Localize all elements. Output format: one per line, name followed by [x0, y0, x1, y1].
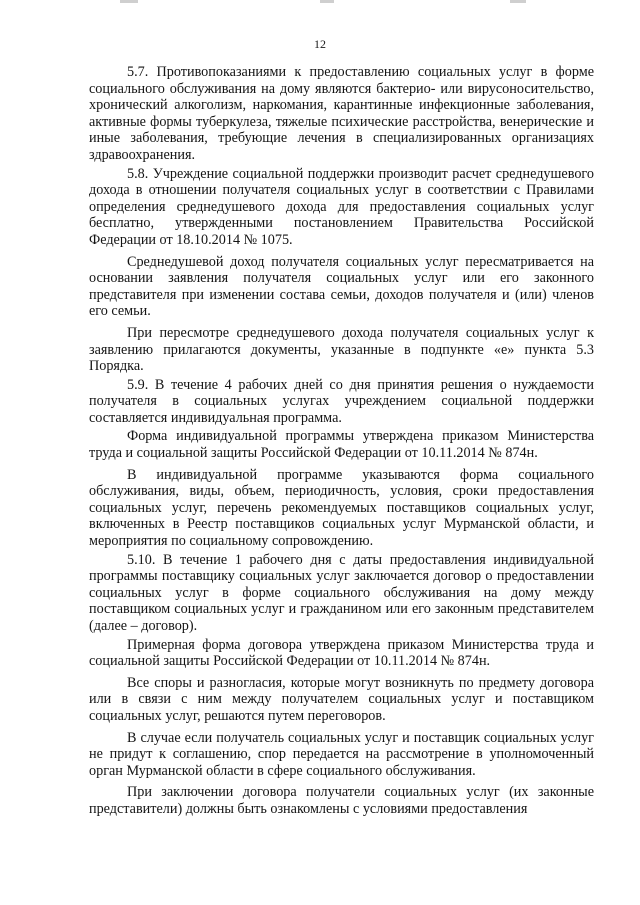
- paragraph: Форма индивидуальной программы утверждена приказом Министерства труда и социальной защиты Российской Федерации от 10.11.2014 № 874н.: [89, 428, 594, 462]
- paragraph: В случае если получатель социальных услуг и поставщик социальных услуг не придут к соглашению, спор передается на рассмотрение в уполномоченный орган Мурманской области в сфере социального обслуживания.: [89, 729, 594, 779]
- page-number: 12: [314, 37, 326, 51]
- scan-edge-mark: [320, 0, 334, 3]
- paragraph: Примерная форма договора утверждена приказом Министерства труда и социальной защиты Российской Федерации от 10.11.2014 № 874н.: [89, 636, 594, 670]
- paragraph: При заключении договора получатели социальных услуг (их законные представители) должны быть ознакомлены с условиями предоставления: [89, 784, 594, 817]
- paragraph: При пересмотре среднедушевого дохода получателя социальных услуг к заявлению прилагаются документы, указанные в подпункте «е» пункта 5.3 Порядка.: [89, 324, 594, 375]
- paragraph: Все споры и разногласия, которые могут возникнуть по предмету договора или в связи с ним между получателем социальных услуг и поставщиком социальных услуг, решаются путем переговоров.: [89, 674, 594, 724]
- paragraph: В индивидуальной программе указываются форма социального обслуживания, виды, объем, периодичность, условия, сроки предоставления социальных услуг, перечень рекомендуемых поставщиков социальных услуг, включенных в Реестр поставщиков социальных услуг Мурманской области, и мероприятия по социальному сопровождению.: [89, 466, 594, 550]
- scan-edge-mark: [510, 0, 526, 3]
- paragraph: 5.10. В течение 1 рабочего дня с даты предоставления индивидуальной программы поставщику социальных услуг заключается договор о предоставлении социальных услуг в форме социального обслуживания на дому между поставщиком социальных услуг и гражданином или его законным представителем (далее – договор).: [89, 551, 594, 634]
- paragraph: Среднедушевой доход получателя социальных услуг пересматривается на основании заявления получателя социальных услуг или его законного представителя при изменении состава семьи, доходов получателя и (или) членов его семьи.: [89, 253, 594, 320]
- document-body: [89, 64, 594, 820]
- paragraph: 5.7. Противопоказаниями к предоставлению социальных услуг в форме социального обслуживания на дому являются бактерио- или вирусоносительство, хронический алкоголизм, наркомания, карантинные инфекционные заболевания, активные формы туберкулеза, тяжелые психические расстройства, венерические и иные заболевания, требующие лечения в специализированных организациях здравоохранения.: [89, 64, 594, 163]
- paragraph: 5.8. Учреждение социальной поддержки производит расчет среднедушевого дохода в отношении получателя социальных услуг в соответствии с Правилами определения среднедушевого дохода для предоставления социальных услуг бесплатно, утвержденными постановлением Правительства Российской Федерации от 18.10.2014 № 1075.: [89, 165, 594, 248]
- paragraph: 5.9. В течение 4 рабочих дней со дня принятия решения о нуждаемости получателя в социальных услугах учреждением социальной поддержки составляется индивидуальная программа.: [89, 376, 594, 426]
- scan-edge-mark: [120, 0, 138, 3]
